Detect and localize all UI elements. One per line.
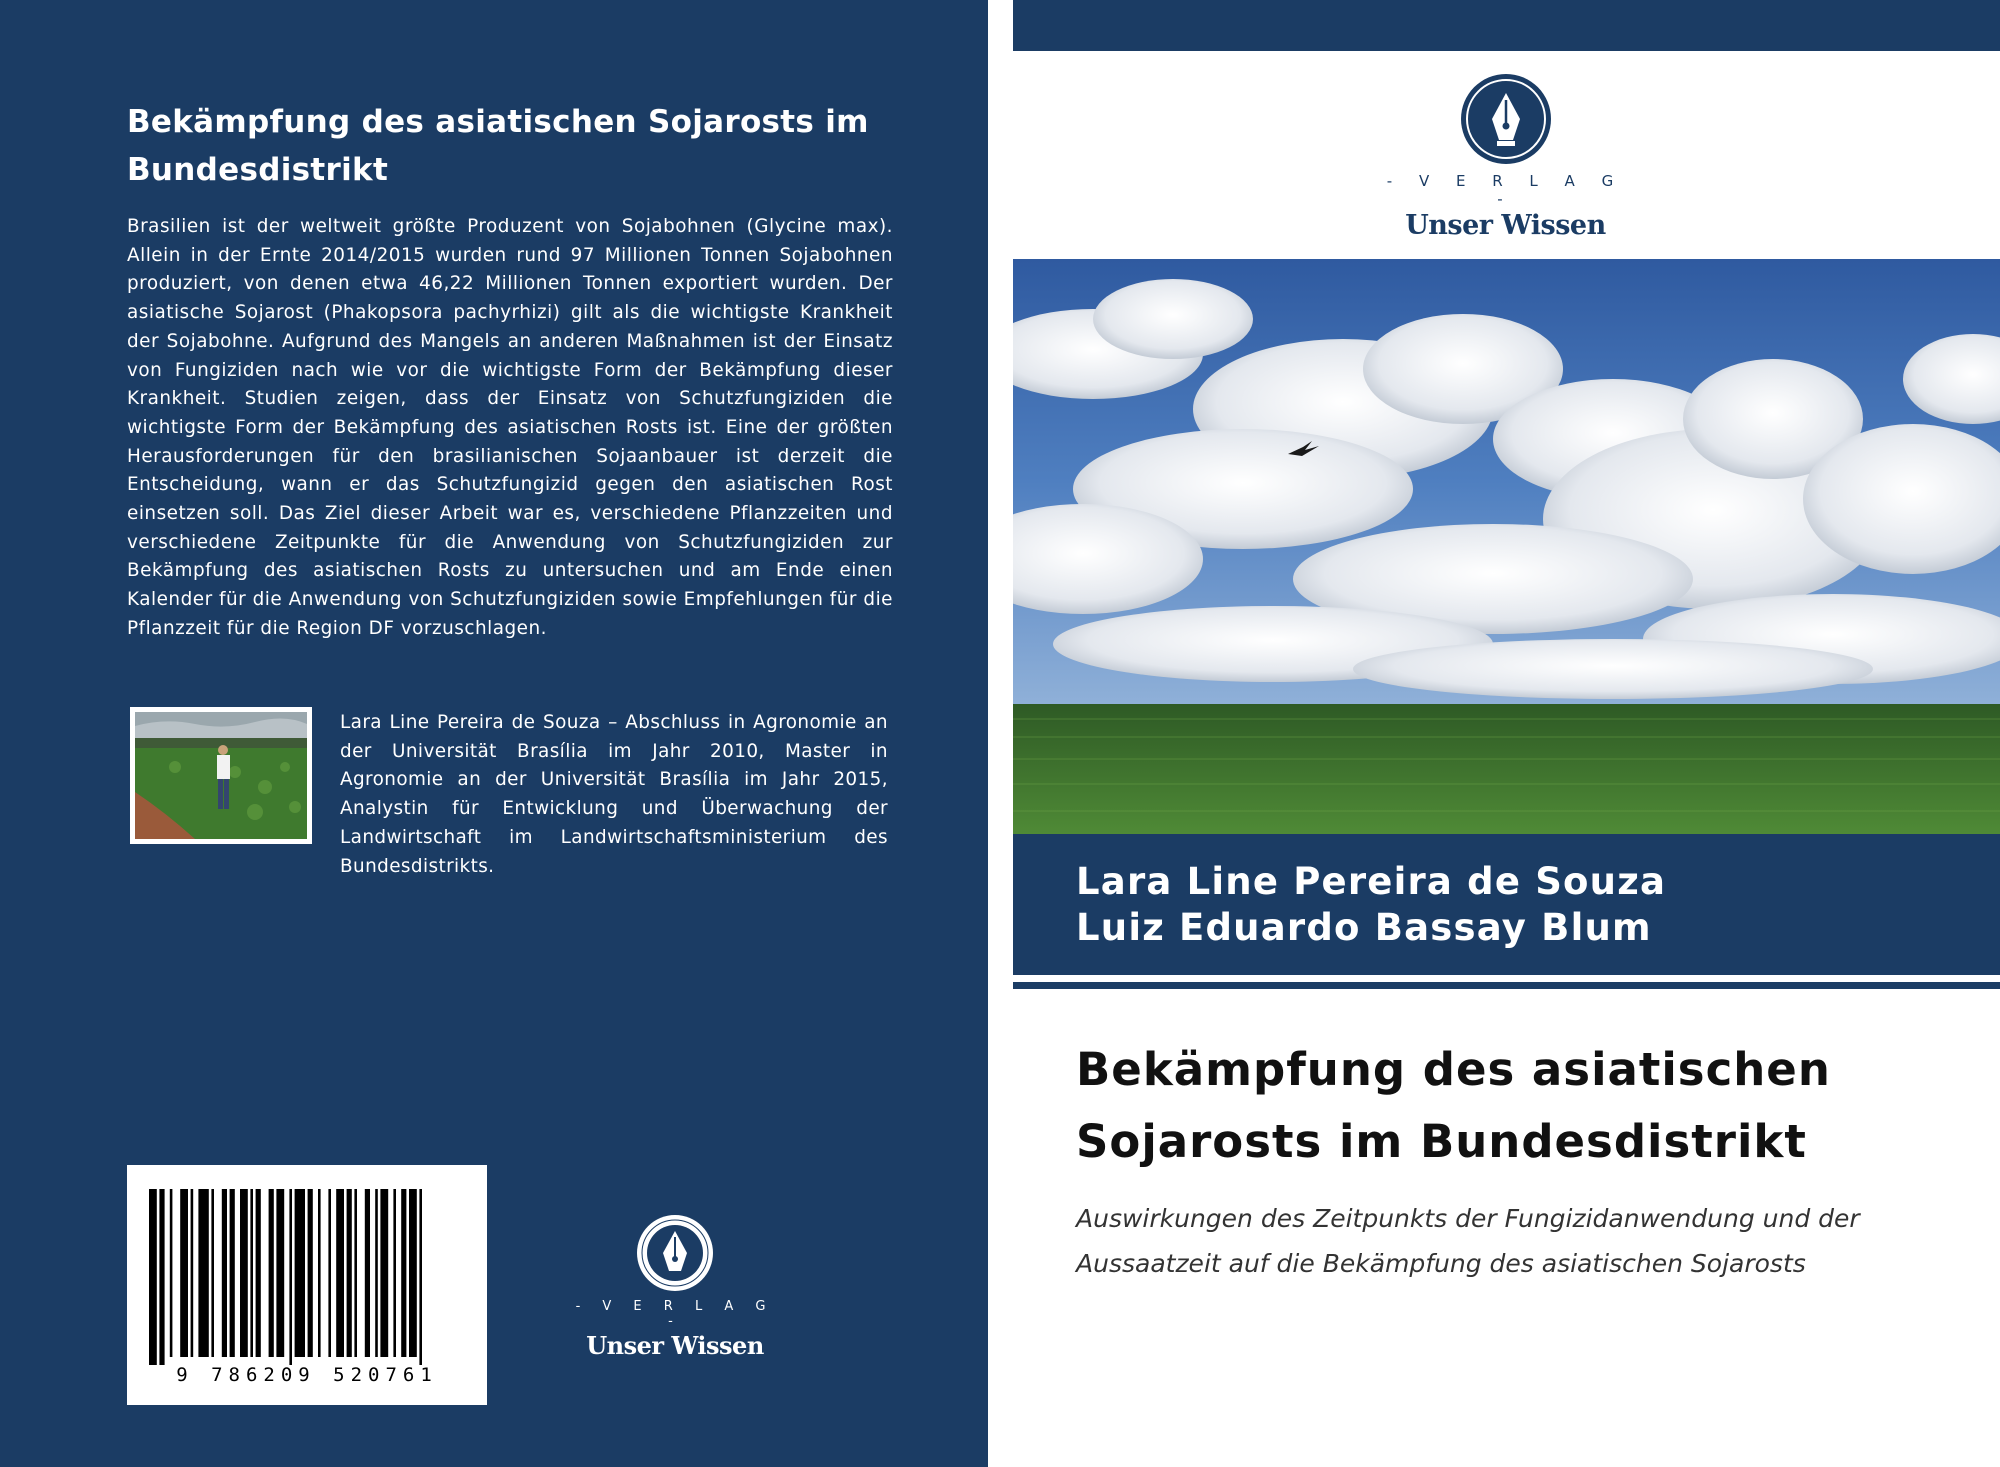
divider-rule: [1013, 982, 2000, 989]
back-cover-title: Bekämpfung des asiatischen Sojarosts im Bundesdistrikt: [127, 104, 869, 188]
back-logo-verlag: - V E R L A G -: [575, 1299, 775, 1329]
back-cover: [0, 0, 988, 1467]
isbn-barcode: [127, 1165, 487, 1405]
front-publisher-logo: [1383, 72, 1628, 241]
author-name-1: Lara Line Pereira de Souza: [1076, 860, 1667, 903]
barcode-bars: [127, 1165, 487, 1365]
front-logo-verlag: - V E R L A G -: [1386, 172, 1625, 208]
front-cover-title: [1076, 1034, 1976, 1178]
front-subtitle-line-2: Aussaatzeit auf die Bekämpfung des asiatischen Sojarosts: [1076, 1249, 1806, 1278]
front-cover-subtitle: [1076, 1196, 1976, 1286]
spine: [988, 0, 1013, 1467]
front-subtitle-line-1: Auswirkungen des Zeitpunkts der Fungizidanwendung und der: [1076, 1204, 1860, 1233]
front-title-line-2: Sojarosts im Bundesdistrikt: [1076, 1115, 1807, 1168]
fountain-pen-nib-icon: [1459, 72, 1553, 166]
front-logo-brand: Unser Wissen: [1405, 210, 1606, 241]
front-title-line-1: Bekämpfung des asiatischen: [1076, 1043, 1831, 1096]
back-publisher-logo: [575, 1213, 775, 1360]
front-cover: [1013, 0, 2000, 1467]
front-top-bar: [1013, 0, 2000, 51]
author-photo: [130, 707, 312, 844]
author-name-2: Luiz Eduardo Bassay Blum: [1076, 906, 1652, 949]
author-bio: Lara Line Pereira de Souza – Abschluss in Agronomie an der Universität Brasília im Jahr 2010, Master in Agronomie an der Universität Brasília im Jahr 2015, Analystin für Entwicklung und Überwachung der Landwirtschaft im Landwirtschaftsministerium des Bundesdistrikts.: [340, 712, 888, 877]
cover-photo-sky-field: [1013, 259, 2000, 834]
back-cover-blurb: Brasilien ist der weltweit größte Produzent von Sojabohnen (Glycine max). Allein in der Ernte 2014/2015 wurden rund 97 Millionen Tonnen Sojabohnen produziert, von denen etwa 46,22 Millionen Tonnen exportiert wurden. Der asiatische Sojarost (Phakopsora pachyrhizi) gilt als die wichtigste Krankheit der Sojabohne. Aufgrund des Mangels an anderen Maßnahmen ist der Einsatz von Fungiziden nach wie vor die wichtigste Form der Bekämpfung dieser Krankheit. Studien zeigen, dass der Einsatz von Schutzfungiziden die wichtigste Form der Bekämpfung des asiatischen Rosts ist. Eine der größten Herausforderungen für den brasilianischen Sojaanbauer ist derzeit die Entscheidung, wann er das Schutzfungizid gegen den asiatischen Rost einsetzen soll. Das Ziel dieser Arbeit war es, verschiedene Pflanzzeiten und verschiedene Zeitpunkte für die Anwendung von Schutzfungiziden zur Bekämpfung des asiatischen Rosts zu untersuchen und am Ende einen Kalender für die Anwendung von Schutzfungiziden sowie Empfehlungen für die Pflanzzeit für die Region DF vorzuschlagen.: [127, 216, 893, 639]
fountain-pen-nib-icon: [635, 1213, 715, 1293]
back-logo-brand: Unser Wissen: [586, 1331, 764, 1360]
author-band: [1013, 834, 2000, 975]
barcode-number: 9 786209 520761: [176, 1364, 438, 1386]
